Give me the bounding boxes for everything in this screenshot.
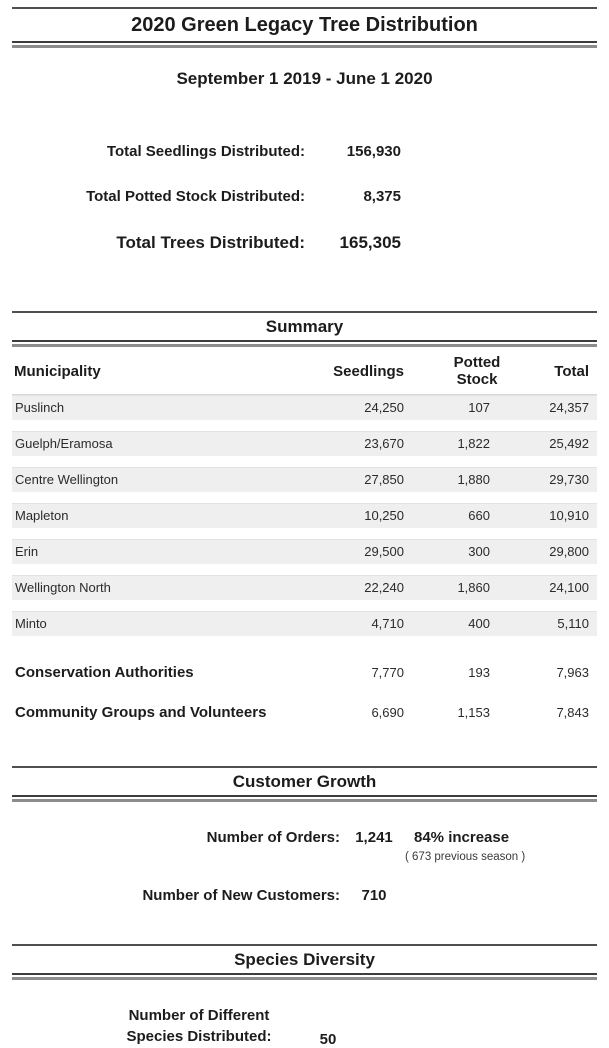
column-header-potted-stock: Potted Stock	[404, 354, 504, 389]
cell-seedlings: 7,770	[320, 665, 404, 680]
summary-table-body	[12, 395, 597, 636]
column-header-seedlings: Seedlings	[320, 363, 404, 380]
column-header-total: Total	[504, 363, 597, 380]
cell-total: 29,730	[504, 472, 597, 487]
total-trees-label: Total Trees Distributed:	[12, 233, 305, 253]
new-customers-value: 710	[344, 887, 404, 904]
cell-municipality: Minto	[12, 616, 320, 631]
cell-total: 29,800	[504, 544, 597, 559]
title-bottom-rule-dark	[12, 41, 597, 43]
table-row	[12, 431, 597, 456]
report-subtitle: September 1 2019 - June 1 2020	[12, 69, 597, 89]
cell-seedlings: 6,690	[320, 705, 404, 720]
cell-potted: 300	[404, 544, 504, 559]
cell-total: 25,492	[504, 436, 597, 451]
species-diversity-head	[12, 944, 597, 980]
cell-seedlings: 27,850	[320, 472, 404, 487]
cell-potted: 400	[404, 616, 504, 631]
page-title: 2020 Green Legacy Tree Distribution	[12, 9, 597, 41]
group-rows	[12, 660, 597, 726]
orders-increase-note: 84% increase	[414, 829, 509, 846]
cell-potted: 1,860	[404, 580, 504, 595]
summary-section	[12, 311, 597, 726]
totals-block	[12, 143, 597, 253]
table-row	[12, 467, 597, 492]
new-customers-row	[12, 887, 597, 904]
summary-section-title: Summary	[12, 313, 597, 340]
cell-municipality: Centre Wellington	[12, 472, 320, 487]
cell-total: 24,100	[504, 580, 597, 595]
cell-total: 24,357	[504, 400, 597, 415]
summary-bottom-rule-dark	[12, 340, 597, 342]
species-count-label	[124, 1005, 274, 1048]
total-trees-row	[12, 233, 597, 253]
total-trees-value: 165,305	[305, 233, 401, 253]
species-count-label-line2: Species Distributed:	[124, 1026, 274, 1048]
new-customers-label: Number of New Customers:	[12, 887, 340, 904]
table-row	[12, 575, 597, 600]
table-row	[12, 611, 597, 636]
cell-potted: 193	[404, 665, 504, 680]
cell-total: 5,110	[504, 616, 597, 631]
cell-potted: 660	[404, 508, 504, 523]
orders-previous-season-note: ( 673 previous season )	[12, 851, 597, 863]
customer-growth-rule-dark	[12, 795, 597, 797]
cell-seedlings: 22,240	[320, 580, 404, 595]
table-row	[12, 539, 597, 564]
cell-potted: 1,153	[404, 705, 504, 720]
group-row-community	[12, 700, 597, 726]
cell-seedlings: 24,250	[320, 400, 404, 415]
cell-municipality: Puslinch	[12, 400, 320, 415]
species-diversity-title: Species Diversity	[12, 946, 597, 973]
species-diversity-rule-gray	[12, 977, 597, 980]
group-name: Conservation Authorities	[12, 664, 320, 681]
group-row-conservation	[12, 660, 597, 686]
customer-growth-rule-gray	[12, 799, 597, 802]
customer-growth-head	[12, 766, 597, 802]
cell-municipality: Mapleton	[12, 508, 320, 523]
cell-potted: 1,822	[404, 436, 504, 451]
cell-seedlings: 23,670	[320, 436, 404, 451]
cell-seedlings: 10,250	[320, 508, 404, 523]
total-seedlings-value: 156,930	[305, 143, 401, 160]
orders-label: Number of Orders:	[12, 829, 340, 846]
summary-section-head	[12, 311, 597, 347]
cell-total: 7,843	[504, 705, 597, 720]
customer-growth-section	[12, 766, 597, 904]
cell-potted: 107	[404, 400, 504, 415]
cell-seedlings: 4,710	[320, 616, 404, 631]
total-potted-value: 8,375	[305, 188, 401, 205]
species-diversity-section	[12, 944, 597, 1048]
cell-municipality: Guelph/Eramosa	[12, 436, 320, 451]
cell-seedlings: 29,500	[320, 544, 404, 559]
species-count-row	[12, 1005, 597, 1048]
orders-value: 1,241	[344, 829, 404, 846]
orders-row	[12, 829, 597, 846]
title-bottom-rule-gray	[12, 45, 597, 48]
cell-potted: 1,880	[404, 472, 504, 487]
total-seedlings-row	[12, 143, 597, 160]
species-count-label-line1: Number of Different	[124, 1005, 274, 1027]
species-diversity-rule-dark	[12, 973, 597, 975]
cell-total: 7,963	[504, 665, 597, 680]
cell-municipality: Wellington North	[12, 580, 320, 595]
species-count-value: 50	[308, 1031, 348, 1048]
title-band	[12, 7, 597, 48]
report-page	[0, 7, 609, 1031]
cell-municipality: Erin	[12, 544, 320, 559]
total-potted-label: Total Potted Stock Distributed:	[12, 188, 305, 205]
total-seedlings-label: Total Seedlings Distributed:	[12, 143, 305, 160]
summary-table-header	[12, 347, 597, 395]
customer-growth-title: Customer Growth	[12, 768, 597, 795]
table-row	[12, 395, 597, 420]
group-name: Community Groups and Volunteers	[12, 704, 320, 721]
total-potted-row	[12, 188, 597, 205]
column-header-municipality: Municipality	[12, 363, 320, 380]
cell-total: 10,910	[504, 508, 597, 523]
table-row	[12, 503, 597, 528]
